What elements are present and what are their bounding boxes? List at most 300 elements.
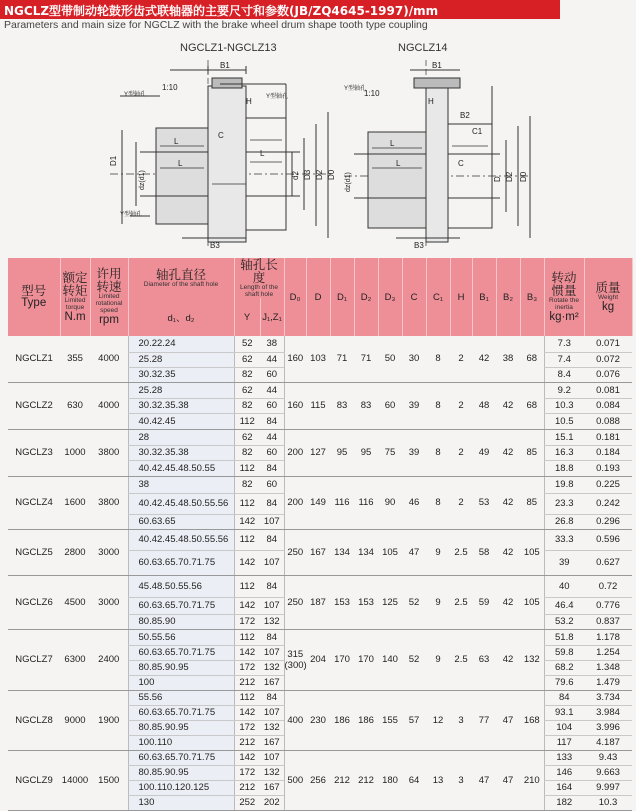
cell-inertia: 79.6	[544, 675, 584, 690]
cell-torque: 9000	[60, 690, 90, 750]
left-drawing-title: NGCLZ1-NGCLZ13	[180, 42, 277, 54]
cell-hole-j: 60	[260, 398, 284, 413]
cell-hole-j: 132	[260, 614, 284, 629]
cell-hole-y: 112	[234, 493, 260, 514]
cell-b1: 53	[472, 476, 496, 529]
cell-hole-j: 84	[260, 413, 284, 429]
cell-hole-j: 132	[260, 660, 284, 675]
cell-mass: 1.348	[584, 660, 632, 675]
left-coupling-drawing	[100, 56, 340, 252]
cell-mass: 3.984	[584, 705, 632, 720]
cell-b3: 68	[520, 336, 544, 382]
label-j-hole: Y型轴孔	[266, 94, 289, 100]
cell-speed: 3000	[90, 529, 128, 575]
cell-hole-j: 84	[260, 493, 284, 514]
cell-speed: 3800	[90, 476, 128, 529]
cell-model: NGCLZ7	[8, 629, 60, 690]
cell-d1: 134	[330, 529, 354, 575]
label-d3: D3	[303, 169, 312, 180]
cell-inertia: 33.3	[544, 529, 584, 550]
cell-d3: 125	[378, 575, 402, 629]
col-model: 型号 Type	[8, 258, 60, 336]
cell-hole-y: 112	[234, 529, 260, 550]
table-row	[8, 529, 632, 550]
r-label-b1: B1	[432, 61, 442, 70]
cell-torque: 6300	[60, 629, 90, 690]
cell-hole-y: 62	[234, 382, 260, 398]
cell-d2: 116	[354, 476, 378, 529]
col-d: D	[306, 258, 330, 336]
cell-inertia: 10.3	[544, 398, 584, 413]
cell-hole-y: 142	[234, 645, 260, 660]
cell-mass: 0.084	[584, 398, 632, 413]
table-row	[8, 429, 632, 445]
cell-d: 230	[306, 690, 330, 750]
cell-hole-y: 62	[234, 352, 260, 367]
page-title: NGCLZ型带制动轮鼓形齿式联轴器的主要尺寸和参数(JB/ZQ4645-1997)/mm	[4, 4, 439, 18]
page-header	[0, 0, 636, 31]
cell-hole-j: 84	[260, 629, 284, 645]
r-label-b3: B3	[414, 241, 424, 250]
cell-hole-j: 167	[260, 675, 284, 690]
cell-d: 103	[306, 336, 330, 382]
cell-d2: 212	[354, 750, 378, 810]
cell-d: 149	[306, 476, 330, 529]
cell-b2: 38	[496, 336, 520, 382]
cell-c1: 12	[426, 690, 450, 750]
cell-hole-y: 142	[234, 550, 260, 575]
cell-b3: 68	[520, 382, 544, 429]
cell-hole-y: 112	[234, 460, 260, 476]
cell-mass: 0.081	[584, 382, 632, 398]
cell-hole-y: 142	[234, 750, 260, 765]
cell-model: NGCLZ8	[8, 690, 60, 750]
cell-mass: 0.837	[584, 614, 632, 629]
cell-c: 39	[402, 429, 426, 476]
label-y-hole: Y型轴孔	[124, 92, 147, 98]
cell-torque: 2800	[60, 529, 90, 575]
cell-hole-j: 132	[260, 765, 284, 780]
cell-b2: 42	[496, 429, 520, 476]
cell-hole-y: 82	[234, 367, 260, 382]
cell-shaft-diameter: 40.42.45.48.50.55.56	[128, 529, 234, 550]
cell-hole-j: 84	[260, 575, 284, 597]
cell-d0: 250	[284, 529, 306, 575]
cell-c: 64	[402, 750, 426, 810]
cell-mass: 3.996	[584, 720, 632, 735]
cell-c1: 9	[426, 575, 450, 629]
cell-c: 39	[402, 382, 426, 429]
cell-d0: 200	[284, 429, 306, 476]
cell-hole-y: 172	[234, 660, 260, 675]
col-shaft-diameter: 轴孔直径 Diameter of the shaft hole	[128, 258, 234, 298]
cell-d1: 95	[330, 429, 354, 476]
cell-hole-y: 82	[234, 398, 260, 413]
cell-b3: 105	[520, 575, 544, 629]
cell-c1: 8	[426, 382, 450, 429]
r-label-l1: L	[390, 139, 395, 148]
cell-hole-y: 142	[234, 514, 260, 529]
cell-speed: 1900	[90, 690, 128, 750]
cell-mass: 0.071	[584, 336, 632, 352]
cell-c1: 8	[426, 336, 450, 382]
cell-b3: 210	[520, 750, 544, 810]
cell-d: 204	[306, 629, 330, 690]
cell-model: NGCLZ5	[8, 529, 60, 575]
cell-d: 115	[306, 382, 330, 429]
cell-d2: 71	[354, 336, 378, 382]
cell-mass: 0.184	[584, 445, 632, 460]
label-h: H	[246, 97, 252, 106]
parameter-table	[8, 258, 633, 811]
cell-shaft-diameter: 25.28	[128, 382, 234, 398]
cell-inertia: 26.8	[544, 514, 584, 529]
cell-hole-y: 212	[234, 780, 260, 795]
cell-hole-j: 107	[260, 550, 284, 575]
r-label-y-hole: Y型轴孔	[344, 86, 367, 92]
cell-mass: 0.225	[584, 476, 632, 493]
cell-shaft-diameter: 40.42.45	[128, 413, 234, 429]
cell-hole-y: 112	[234, 575, 260, 597]
cell-mass: 3.734	[584, 690, 632, 705]
cell-c1: 8	[426, 429, 450, 476]
col-b1: B₁	[472, 258, 496, 336]
cell-hole-j: 167	[260, 735, 284, 750]
cell-model: NGCLZ1	[8, 336, 60, 382]
cell-d2: 153	[354, 575, 378, 629]
cell-model: NGCLZ9	[8, 750, 60, 810]
cell-d3: 180	[378, 750, 402, 810]
cell-inertia: 53.2	[544, 614, 584, 629]
cell-shaft-diameter: 60.63.65.70.71.75	[128, 550, 234, 575]
cell-shaft-diameter: 80.85.90	[128, 614, 234, 629]
cell-shaft-diameter: 40.42.45.48.50.55	[128, 460, 234, 476]
cell-hole-y: 52	[234, 336, 260, 352]
col-hole-y: Y	[234, 298, 260, 336]
cell-hole-y: 212	[234, 735, 260, 750]
cell-mass: 1.178	[584, 629, 632, 645]
col-hole-length: 轴孔长度 Length of the shaft hole	[234, 258, 284, 298]
cell-mass: 1.479	[584, 675, 632, 690]
col-mass: 质量 Weight kg	[584, 258, 632, 336]
col-d3: D₃	[378, 258, 402, 336]
label-dz: dz(d1)	[139, 170, 146, 190]
cell-d3: 105	[378, 529, 402, 575]
cell-model: NGCLZ3	[8, 429, 60, 476]
cell-inertia: 7.4	[544, 352, 584, 367]
cell-h: 2.5	[450, 529, 472, 575]
cell-c: 30	[402, 336, 426, 382]
cell-d1: 170	[330, 629, 354, 690]
label-y-hole-bottom: Y型轴孔	[120, 212, 143, 218]
col-shaft-symbol: d₁、d₂	[128, 298, 234, 336]
cell-shaft-diameter: 20.22.24	[128, 336, 234, 352]
cell-h: 2	[450, 382, 472, 429]
cell-hole-y: 112	[234, 690, 260, 705]
cell-d3: 75	[378, 429, 402, 476]
cell-hole-y: 142	[234, 597, 260, 614]
cell-hole-y: 212	[234, 675, 260, 690]
cell-inertia: 117	[544, 735, 584, 750]
cell-mass: 0.181	[584, 429, 632, 445]
cell-inertia: 93.1	[544, 705, 584, 720]
cell-torque: 630	[60, 382, 90, 429]
cell-d1: 116	[330, 476, 354, 529]
label-l2: L	[178, 159, 183, 168]
cell-h: 2	[450, 476, 472, 529]
cell-b3: 85	[520, 476, 544, 529]
cell-b2: 42	[496, 529, 520, 575]
col-d0: D₀	[284, 258, 306, 336]
cell-hole-j: 44	[260, 352, 284, 367]
cell-d: 127	[306, 429, 330, 476]
r-label-taper: 1:10	[364, 89, 380, 98]
table-row	[8, 690, 632, 705]
cell-hole-y: 172	[234, 720, 260, 735]
cell-inertia: 146	[544, 765, 584, 780]
cell-speed: 4000	[90, 382, 128, 429]
cell-shaft-diameter: 60.63.65.70.71.75	[128, 705, 234, 720]
label-l3: L	[260, 149, 265, 158]
cell-shaft-diameter: 45.48.50.55.56	[128, 575, 234, 597]
cell-b3: 168	[520, 690, 544, 750]
cell-b3: 105	[520, 529, 544, 575]
cell-inertia: 9.2	[544, 382, 584, 398]
col-b3: B₃	[520, 258, 544, 336]
cell-speed: 1500	[90, 750, 128, 810]
cell-inertia: 84	[544, 690, 584, 705]
cell-hole-j: 84	[260, 529, 284, 550]
cell-mass: 0.072	[584, 352, 632, 367]
cell-d0: 160	[284, 382, 306, 429]
cell-d2: 134	[354, 529, 378, 575]
cell-inertia: 46.4	[544, 597, 584, 614]
cell-shaft-diameter: 55.56	[128, 690, 234, 705]
cell-shaft-diameter: 100.110.120.125	[128, 780, 234, 795]
label-l1: L	[174, 137, 179, 146]
cell-mass: 0.076	[584, 367, 632, 382]
cell-inertia: 8.4	[544, 367, 584, 382]
r-label-d2: D2	[505, 171, 514, 182]
cell-h: 2	[450, 429, 472, 476]
cell-shaft-diameter: 80.85.90.95	[128, 765, 234, 780]
cell-hole-j: 60	[260, 367, 284, 382]
cell-d3: 50	[378, 336, 402, 382]
cell-shaft-diameter: 60.63.65	[128, 514, 234, 529]
cell-hole-y: 142	[234, 705, 260, 720]
cell-d2: 83	[354, 382, 378, 429]
cell-b1: 58	[472, 529, 496, 575]
col-b2: B₂	[496, 258, 520, 336]
r-label-b2: B2	[460, 111, 470, 120]
right-drawing-title: NGCLZ14	[398, 42, 448, 54]
label-d1: D1	[109, 155, 118, 166]
r-label-dz: dz(d1)	[345, 172, 352, 192]
cell-hole-j: 107	[260, 705, 284, 720]
cell-shaft-diameter: 40.42.45.48.50.55.56	[128, 493, 234, 514]
cell-shaft-diameter: 30.32.35.38	[128, 398, 234, 413]
cell-hole-j: 107	[260, 750, 284, 765]
cell-d2: 170	[354, 629, 378, 690]
cell-shaft-diameter: 28	[128, 429, 234, 445]
cell-hole-j: 107	[260, 597, 284, 614]
cell-d0: 160	[284, 336, 306, 382]
cell-inertia: 68.2	[544, 660, 584, 675]
cell-b2: 42	[496, 629, 520, 690]
cell-d: 256	[306, 750, 330, 810]
cell-hole-j: 107	[260, 645, 284, 660]
cell-c1: 13	[426, 750, 450, 810]
cell-hole-j: 107	[260, 514, 284, 529]
cell-c: 46	[402, 476, 426, 529]
cell-hole-y: 82	[234, 476, 260, 493]
cell-inertia: 18.8	[544, 460, 584, 476]
cell-hole-j: 60	[260, 445, 284, 460]
cell-mass: 0.627	[584, 550, 632, 575]
cell-b3: 85	[520, 429, 544, 476]
cell-d2: 95	[354, 429, 378, 476]
cell-shaft-diameter: 60.63.65.70.71.75	[128, 597, 234, 614]
cell-shaft-diameter: 100.110	[128, 735, 234, 750]
cell-b1: 63	[472, 629, 496, 690]
cell-torque: 14000	[60, 750, 90, 810]
cell-d0: 250	[284, 575, 306, 629]
cell-b2: 47	[496, 750, 520, 810]
cell-c: 52	[402, 575, 426, 629]
cell-d3: 140	[378, 629, 402, 690]
cell-hole-j: 38	[260, 336, 284, 352]
cell-b2: 42	[496, 575, 520, 629]
cell-torque: 4500	[60, 575, 90, 629]
cell-mass: 10.3	[584, 795, 632, 810]
cell-shaft-diameter: 60.63.65.70.71.75	[128, 645, 234, 660]
label-d0: D0	[327, 169, 336, 180]
cell-c: 57	[402, 690, 426, 750]
cell-d1: 212	[330, 750, 354, 810]
cell-inertia: 133	[544, 750, 584, 765]
cell-hole-j: 132	[260, 720, 284, 735]
cell-d1: 83	[330, 382, 354, 429]
col-speed: 许用 转速 Limited rotational speed rpm	[90, 258, 128, 336]
cell-inertia: 104	[544, 720, 584, 735]
cell-mass: 0.088	[584, 413, 632, 429]
cell-mass: 0.776	[584, 597, 632, 614]
table-row	[8, 336, 632, 352]
r-label-c1: C1	[472, 127, 483, 136]
r-label-c: C	[458, 159, 464, 168]
cell-b2: 42	[496, 476, 520, 529]
label-b1: B1	[220, 61, 230, 70]
cell-inertia: 23.3	[544, 493, 584, 514]
cell-d0: 400	[284, 690, 306, 750]
cell-b1: 77	[472, 690, 496, 750]
cell-mass: 0.296	[584, 514, 632, 529]
cell-shaft-diameter: 130	[128, 795, 234, 810]
cell-b1: 59	[472, 575, 496, 629]
cell-c1: 9	[426, 629, 450, 690]
cell-model: NGCLZ2	[8, 382, 60, 429]
cell-b1: 49	[472, 429, 496, 476]
label-d2: d2	[291, 171, 300, 180]
cell-mass: 0.596	[584, 529, 632, 550]
cell-hole-y: 112	[234, 413, 260, 429]
cell-shaft-diameter: 60.63.65.70.71.75	[128, 750, 234, 765]
col-inertia: 转动 惯量 Rotate the inertia kg·m²	[544, 258, 584, 336]
col-c: C	[402, 258, 426, 336]
label-d2b: D2	[315, 169, 324, 180]
cell-c1: 9	[426, 529, 450, 575]
r-label-l2: L	[396, 159, 401, 168]
label-c: C	[218, 131, 224, 140]
cell-shaft-diameter: 100	[128, 675, 234, 690]
cell-mass: 9.43	[584, 750, 632, 765]
cell-shaft-diameter: 80.85.90.95	[128, 660, 234, 675]
table-row	[8, 750, 632, 765]
cell-torque: 1600	[60, 476, 90, 529]
cell-torque: 355	[60, 336, 90, 382]
cell-b2: 42	[496, 382, 520, 429]
cell-inertia: 164	[544, 780, 584, 795]
cell-mass: 9.997	[584, 780, 632, 795]
cell-d0: 315 (300)	[284, 629, 306, 690]
cell-mass: 0.72	[584, 575, 632, 597]
col-c1: C₁	[426, 258, 450, 336]
table-row	[8, 575, 632, 597]
cell-b1: 47	[472, 750, 496, 810]
col-hole-j: J₁,Z₁	[260, 298, 284, 336]
cell-mass: 0.193	[584, 460, 632, 476]
cell-hole-j: 84	[260, 690, 284, 705]
cell-speed: 2400	[90, 629, 128, 690]
cell-d3: 60	[378, 382, 402, 429]
cell-d: 187	[306, 575, 330, 629]
cell-h: 3	[450, 690, 472, 750]
r-label-d0: D0	[519, 171, 528, 182]
cell-h: 3	[450, 750, 472, 810]
cell-hole-y: 172	[234, 614, 260, 629]
cell-hole-j: 44	[260, 382, 284, 398]
cell-shaft-diameter: 80.85.90.95	[128, 720, 234, 735]
cell-mass: 0.242	[584, 493, 632, 514]
cell-c: 47	[402, 529, 426, 575]
cell-d1: 71	[330, 336, 354, 382]
col-h: H	[450, 258, 472, 336]
cell-speed: 3000	[90, 575, 128, 629]
cell-inertia: 59.8	[544, 645, 584, 660]
cell-hole-j: 202	[260, 795, 284, 810]
cell-hole-j: 60	[260, 476, 284, 493]
table-row	[8, 629, 632, 645]
cell-d1: 153	[330, 575, 354, 629]
cell-model: NGCLZ4	[8, 476, 60, 529]
cell-b1: 48	[472, 382, 496, 429]
cell-shaft-diameter: 25.28	[128, 352, 234, 367]
col-torque: 额定 转矩 Limited torque N.m	[60, 258, 90, 336]
cell-c: 52	[402, 629, 426, 690]
cell-mass: 1.254	[584, 645, 632, 660]
cell-shaft-diameter: 30.32.35.38	[128, 445, 234, 460]
cell-d2: 186	[354, 690, 378, 750]
cell-hole-j: 44	[260, 429, 284, 445]
cell-hole-y: 172	[234, 765, 260, 780]
cell-d3: 155	[378, 690, 402, 750]
cell-b1: 42	[472, 336, 496, 382]
r-label-h: H	[428, 97, 434, 106]
cell-inertia: 39	[544, 550, 584, 575]
r-label-d: D	[493, 176, 502, 182]
page-subtitle: Parameters and main size for NGCLZ with the brake wheel drum shape tooth type coupling	[4, 19, 428, 31]
cell-inertia: 16.3	[544, 445, 584, 460]
